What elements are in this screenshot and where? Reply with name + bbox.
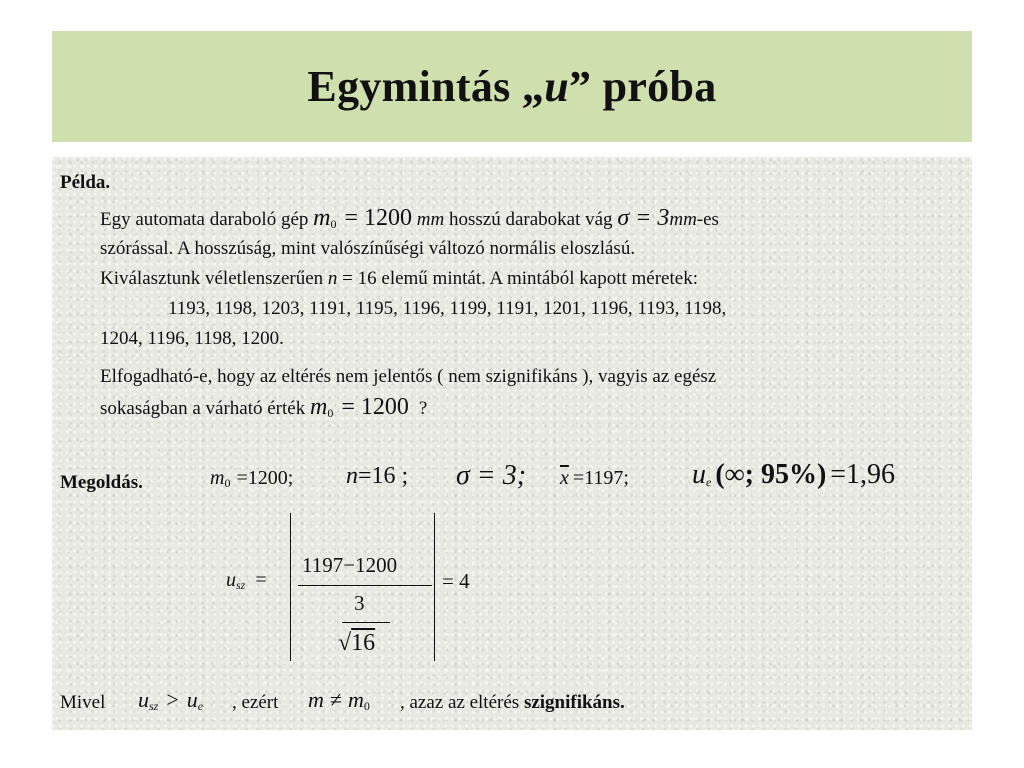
- solution-heading: Megoldás.: [60, 472, 143, 493]
- conclusion-ezert: , ezért: [232, 692, 279, 713]
- question-line-2: sokaságban a várható érték $m_0 = 1200$ ?: [100, 394, 428, 420]
- sample-values-line-1: 1193, 1198, 1203, 1191, 1195, 1196, 1199, 1191, 1201, 1196, 1193, 1198,: [168, 298, 727, 319]
- formula-sqrt: √16: [338, 630, 376, 656]
- denominator-line: [342, 622, 390, 623]
- content-panel: [52, 157, 972, 730]
- givens-xbar: $\overline{x} =1197$;: [560, 467, 629, 489]
- example-heading: Példa.: [60, 172, 111, 193]
- sample-values-line-2: 1204, 1196, 1198, 1200.: [100, 328, 284, 349]
- givens-n: n=16 ;: [346, 463, 409, 489]
- question-line-1: Elfogadható-e, hogy az eltérés nem jelentős ( nem szignifikáns ), vagyis az egész: [100, 366, 717, 387]
- formula-usz: $u_{sz}$ =: [226, 569, 267, 592]
- example-line-3: Kiválasztunk véletlenszerűen n = 16 elemű mintát. A mintából kapott méretek:: [100, 268, 698, 289]
- givens-ue: $u_e$ (∞; 95%) =1,96: [692, 459, 896, 490]
- formula-result: = 4: [442, 569, 470, 593]
- formula-denominator-top: 3: [354, 591, 365, 615]
- example-line-2: szórással. A hosszúság, mint valószínűségi változó normális eloszlású.: [100, 238, 636, 259]
- givens-sigma: σ = 3;: [456, 460, 527, 491]
- slide-title: Egymintás „u” próba: [307, 62, 717, 111]
- conclusion-mivel: Mivel: [60, 692, 106, 713]
- abs-bar-left: [290, 513, 291, 661]
- conclusion-neq: $m \ne m_0$: [308, 687, 370, 713]
- givens-m0: $m_0 =1200$;: [210, 467, 294, 490]
- title-band: [52, 31, 972, 142]
- abs-bar-right: [434, 513, 435, 661]
- example-line-1: Egy automata daraboló gép $m_0 = 1200$ mm hosszú darabokat vág σ = 3mm-es: [100, 205, 719, 231]
- fraction-line: [298, 585, 432, 586]
- conclusion-end: , azaz az eltérés szignifikáns.: [400, 692, 625, 713]
- conclusion-inequality: $u_{sz} > u_e$: [138, 687, 204, 713]
- formula-numerator: 1197−1200: [302, 553, 398, 577]
